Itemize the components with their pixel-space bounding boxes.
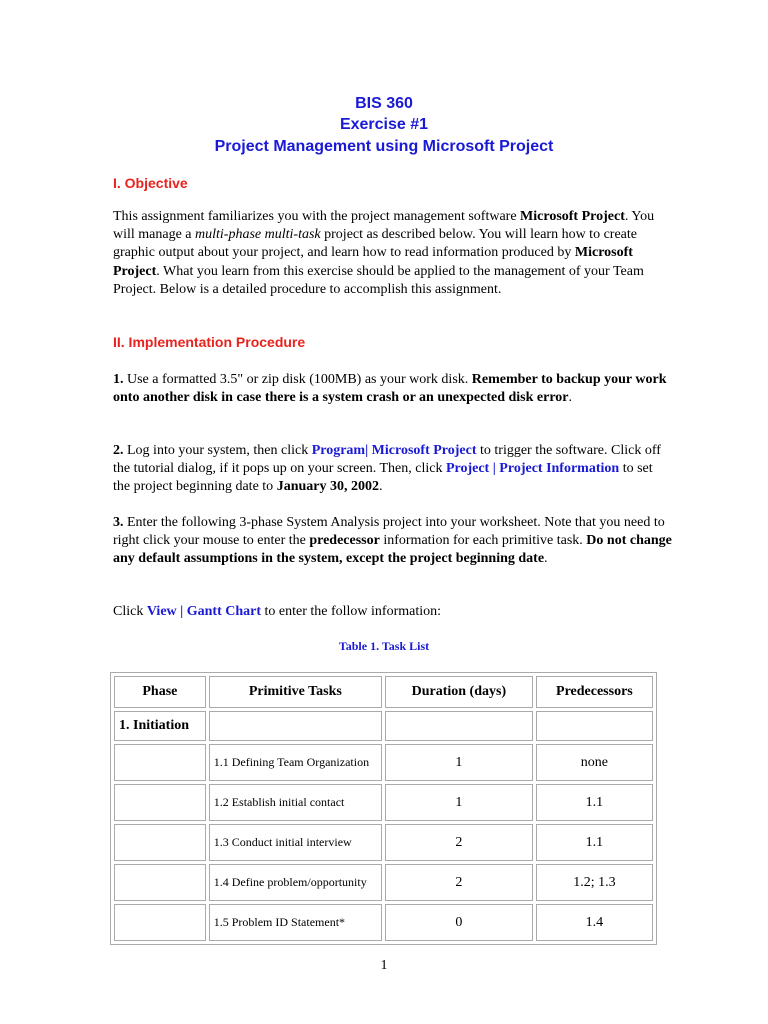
header-predecessors: Predecessors (536, 676, 653, 708)
header-primitive-tasks: Primitive Tasks (209, 676, 382, 708)
empty-cell (114, 784, 206, 821)
table-row (114, 711, 653, 741)
predecessor-cell: 1.1 (536, 784, 653, 821)
view-gantt-chart-link[interactable]: View | Gantt Chart (146, 604, 262, 619)
phase-cell: 1. Initiation (114, 711, 206, 741)
objective-paragraph (113, 208, 673, 299)
table-row (114, 824, 653, 861)
project-information-link[interactable]: Project | Project Information (445, 461, 620, 477)
click-instruction (113, 603, 673, 621)
empty-cell (385, 711, 533, 741)
objective-text: . What you learn from this exercise should be applied to the management of your Team Project. Below is a detailed procedure to accomplish this assignment. (113, 263, 644, 297)
empty-cell (536, 711, 653, 741)
step-text: . (568, 390, 573, 406)
duration-cell: 2 (385, 864, 533, 901)
objective-text: project as described below. You will learn how to create graphic output about your project, and learn how to read information produced by (113, 227, 637, 261)
task-cell: 1.1 Defining Team Organization (209, 744, 382, 781)
exercise-title: Exercise #1 (339, 116, 429, 133)
bold-text: January 30, 2002 (276, 479, 379, 495)
task-cell: 1.5 Problem ID Statement* (209, 904, 382, 941)
task-cell: 1.4 Define problem/opportunity (209, 864, 382, 901)
table-header-row (114, 676, 653, 708)
bold-text: Microsoft Project (520, 209, 625, 224)
task-table (110, 672, 657, 945)
table-row (114, 864, 653, 901)
empty-cell (114, 824, 206, 861)
empty-cell (114, 744, 206, 781)
table-row (114, 904, 653, 941)
step-text: to set the project beginning date to (113, 461, 653, 495)
page-title: Project Management using Microsoft Project (214, 138, 554, 155)
step-text: Use a formatted 3.5" or zip disk (100MB) as your work disk. (123, 372, 472, 387)
click-text: Click (113, 604, 147, 619)
program-microsoft-project-link[interactable]: Program| Microsoft Project (311, 443, 477, 458)
empty-cell (114, 904, 206, 941)
step-number: 2. (113, 443, 124, 458)
duration-cell: 1 (385, 744, 533, 781)
objective-text: This assignment familiarizes you with the project management software (113, 209, 521, 224)
bold-text: Remember to backup your work onto another disk in case there is a system crash or an unexpected disk error (113, 372, 667, 406)
bold-text: Microsoft Project (113, 245, 633, 279)
objective-heading: I. Objective (113, 175, 188, 191)
bold-text: Do not change any default assumptions in the system, except the project beginning date (113, 533, 672, 567)
step-text: Enter the following 3-phase System Analysis project into your worksheet. Note that you need to right click your mouse to enter the (113, 515, 665, 549)
step-text: to trigger the software. Click off the tutorial dialog, if it pops up on your screen. Then, click (113, 443, 661, 477)
step-text: information for each primitive task. (379, 533, 587, 549)
task-cell: 1.2 Establish initial contact (209, 784, 382, 821)
step-number: 3. (113, 515, 124, 530)
duration-cell: 2 (385, 824, 533, 861)
italic-text: multi-phase multi-task (195, 227, 321, 243)
table-caption: Table 1. Task List (338, 639, 430, 653)
predecessor-cell: 1.1 (536, 824, 653, 861)
click-text: to enter the follow information: (261, 604, 442, 619)
header-phase: Phase (114, 676, 206, 708)
duration-cell: 1 (385, 784, 533, 821)
page-number: 1 (380, 958, 388, 973)
task-cell: 1.3 Conduct initial interview (209, 824, 382, 861)
step-3-paragraph (113, 514, 673, 569)
step-text: . (378, 479, 383, 495)
empty-cell (209, 711, 382, 741)
step-text: . (544, 551, 548, 567)
course-title: BIS 360 (355, 95, 413, 112)
implementation-heading: II. Implementation Procedure (113, 334, 306, 350)
objective-text: . You will manage a (113, 209, 655, 243)
predecessor-cell: 1.2; 1.3 (536, 864, 653, 901)
header-duration: Duration (days) (385, 676, 533, 708)
empty-cell (114, 864, 206, 901)
step-2-paragraph (113, 442, 673, 497)
bold-text: predecessor (309, 533, 380, 549)
step-text: Log into your system, then click (123, 443, 312, 458)
predecessor-cell: 1.4 (536, 904, 653, 941)
step-number: 1. (113, 372, 124, 387)
duration-cell: 0 (385, 904, 533, 941)
predecessor-cell: none (536, 744, 653, 781)
step-1-paragraph (113, 371, 673, 407)
table-row (114, 784, 653, 821)
table-row (114, 744, 653, 781)
